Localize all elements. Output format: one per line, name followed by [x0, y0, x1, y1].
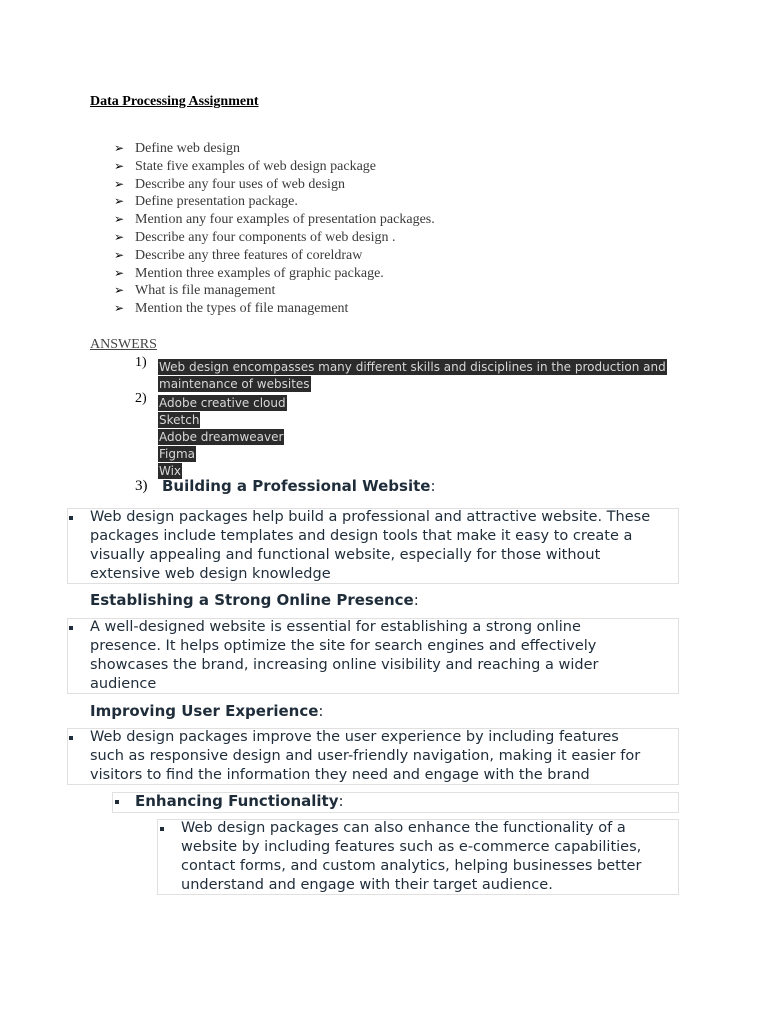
- paragraph-line: extensive web design knowledge: [90, 566, 331, 582]
- question-item: [114, 211, 435, 229]
- bullet-icon: [69, 736, 73, 740]
- question-text: Describe any three features of coreldraw: [135, 247, 363, 263]
- question-text: Define presentation package.: [135, 194, 298, 210]
- highlighted-text: maintenance of websites: [159, 377, 310, 391]
- heading-colon: :: [430, 477, 436, 495]
- paragraph-line: Web design packages improve the user experience by including features: [90, 729, 619, 745]
- question-item: [114, 229, 435, 247]
- arrow-bullet-icon: ➢: [114, 158, 125, 173]
- paragraph-line: A well-designed website is essential for establishing a strong online: [90, 619, 581, 635]
- paragraph-line: Web design packages help build a professional and attractive website. These: [90, 509, 651, 525]
- arrow-bullet-icon: ➢: [114, 301, 125, 316]
- section-heading: [90, 591, 419, 609]
- question-item: [114, 158, 435, 176]
- paragraph-line: packages include templates and design tools that make it easy to create a: [90, 528, 633, 544]
- question-item: [114, 140, 435, 158]
- question-item: [114, 300, 435, 318]
- question-text: Mention any four examples of presentation packages.: [135, 212, 435, 228]
- bullet-icon: [160, 827, 164, 831]
- paragraph-line: audience: [90, 676, 157, 692]
- question-text: Describe any four components of web design .: [135, 229, 396, 245]
- section-heading: [162, 477, 436, 495]
- highlighted-text: Web design encompasses many different skills and disciplines in the production and: [159, 360, 666, 374]
- answers-heading: ANSWERS: [90, 337, 157, 352]
- heading-colon: :: [413, 591, 419, 609]
- highlighted-text: Adobe creative cloud: [159, 396, 286, 410]
- question-text: Mention three examples of graphic package.: [135, 265, 384, 281]
- paragraph-line: contact forms, and custom analytics, helping businesses better: [181, 858, 642, 874]
- heading-colon: :: [318, 702, 324, 720]
- question-text: Mention the types of file management: [135, 301, 349, 317]
- section-heading-text: Enhancing Functionality: [135, 792, 339, 810]
- section-heading: [90, 702, 323, 720]
- arrow-bullet-icon: ➢: [114, 265, 125, 280]
- answer-number: 3): [135, 478, 148, 494]
- question-text: Define web design: [135, 141, 240, 156]
- answer-number: 1): [135, 355, 147, 370]
- bullet-icon: [69, 516, 73, 520]
- paragraph-line: understand and engage with their target audience.: [181, 877, 553, 893]
- arrow-bullet-icon: ➢: [114, 141, 125, 155]
- paragraph-line: Web design packages can also enhance the functionality of a: [181, 820, 626, 836]
- question-item: [114, 176, 435, 194]
- question-item: [114, 247, 435, 265]
- section-heading-text: Building a Professional Website: [162, 477, 431, 495]
- section-heading-text: Establishing a Strong Online Presence: [90, 591, 414, 609]
- highlighted-text: Sketch: [159, 413, 200, 427]
- arrow-bullet-icon: ➢: [114, 229, 125, 244]
- section-heading-text: Improving User Experience: [90, 702, 319, 720]
- question-item: [114, 265, 435, 283]
- section-paragraph: [181, 819, 641, 895]
- paragraph-line: showcases the brand, increasing online visibility and reaching a wider: [90, 657, 599, 673]
- question-list: [114, 140, 435, 318]
- paragraph-line: website by including features such as e-commerce capabilities,: [181, 839, 642, 855]
- paragraph-line: visually appealing and functional website, especially for those without: [90, 547, 601, 563]
- section-heading: [135, 792, 344, 810]
- bullet-icon: [115, 800, 119, 804]
- answer1-line: [158, 373, 311, 392]
- section-paragraph: [90, 508, 650, 584]
- highlighted-text: Figma: [159, 447, 196, 461]
- paragraph-line: presence. It helps optimize the site for search engines and effectively: [90, 638, 597, 654]
- question-text: Describe any four uses of web design: [135, 176, 345, 192]
- arrow-bullet-icon: ➢: [114, 247, 125, 262]
- arrow-bullet-icon: ➢: [114, 194, 125, 209]
- heading-colon: :: [338, 792, 344, 810]
- question-text: What is file management: [135, 283, 276, 299]
- arrow-bullet-icon: ➢: [114, 283, 125, 298]
- arrow-bullet-icon: ➢: [114, 176, 125, 191]
- arrow-bullet-icon: ➢: [114, 212, 125, 227]
- section-paragraph: [90, 618, 598, 694]
- question-item: [114, 282, 435, 300]
- bullet-icon: [69, 626, 73, 630]
- question-item: [114, 193, 435, 211]
- paragraph-line: such as responsive design and user-friendly navigation, making it easier for: [90, 748, 641, 764]
- question-text: State five examples of web design package: [135, 158, 377, 174]
- highlighted-text: Adobe dreamweaver: [159, 430, 284, 444]
- paragraph-line: visitors to find the information they need and engage with the brand: [90, 767, 590, 783]
- answer-number: 2): [135, 391, 147, 406]
- section-paragraph: [90, 728, 640, 785]
- document-title: Data Processing Assignment: [90, 94, 259, 109]
- highlighted-text: Wix: [159, 464, 182, 478]
